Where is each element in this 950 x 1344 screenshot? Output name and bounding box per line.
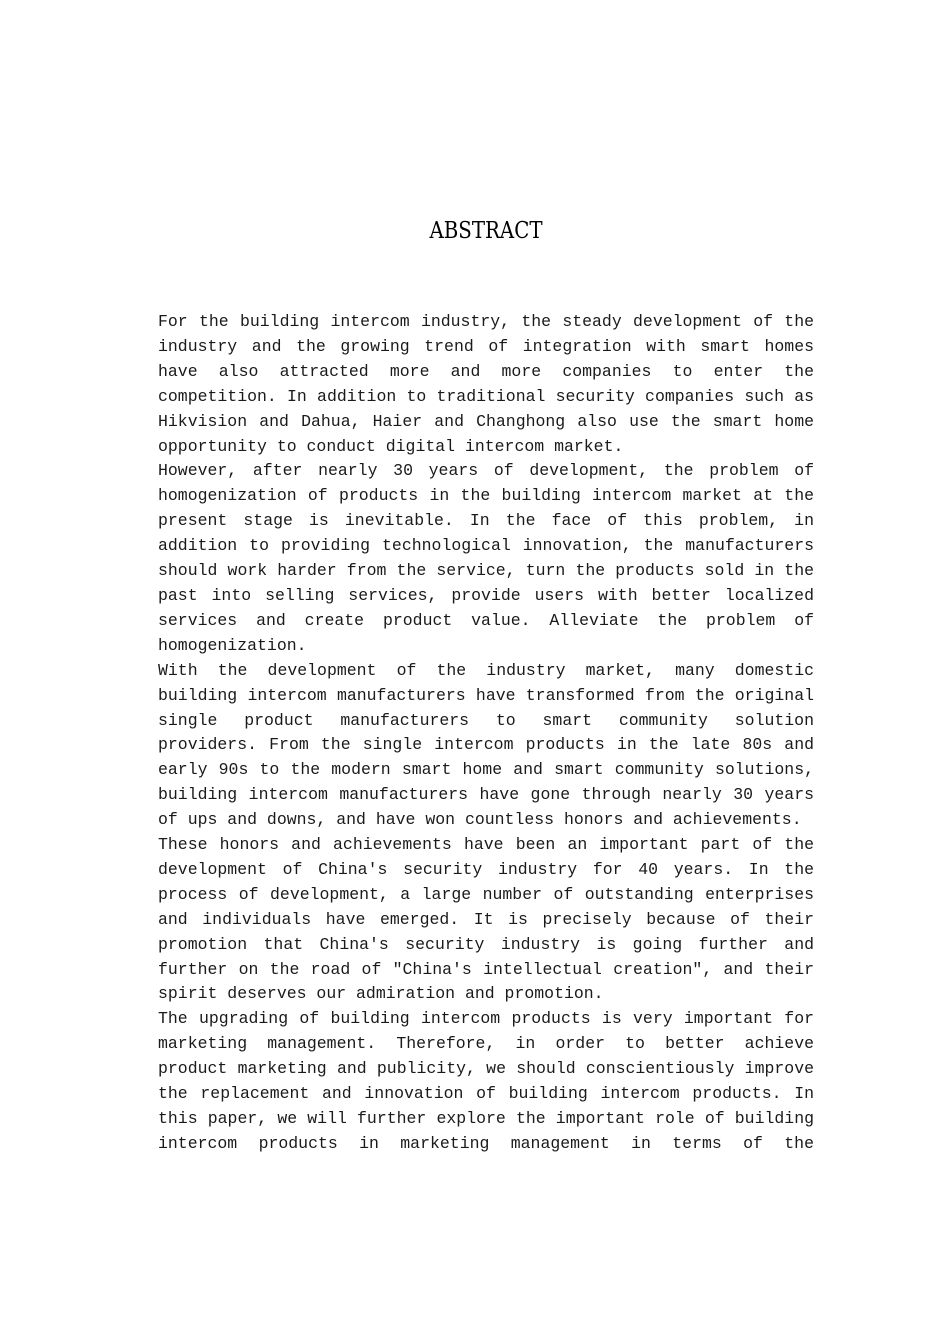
abstract-body [158, 310, 814, 1157]
paragraph-4: These honors and achievements have been an important part of the development of China's security industry for 40 years. In the process of development, a large number of outstanding enterprises and individuals have emerged. It is precisely because of their promotion that China's security industry is going further and further on the road of "China's intellectual creation", and their spirit deserves our admiration and promotion. [158, 835, 814, 1004]
paragraph-5: The upgrading of building intercom products is very important for marketing management. Therefore, in order to better achieve product marketing and publicity, we should conscientiously improve the replacement and innovation of building intercom products. In this paper, we will further explore the important role of building intercom products in marketing management in terms of the [158, 1009, 814, 1153]
paragraph-2: However, after nearly 30 years of development, the problem of homogenization of products in the building intercom market at the present stage is inevitable. In the face of this problem, in addition to providing technological innovation, the manufacturers should work harder from the service, turn the products sold in the past into selling services, provide users with better localized services and create product value. Alleviate the problem of homogenization. [158, 461, 814, 655]
paragraph-1: For the building intercom industry, the steady development of the industry and the growing trend of integration with smart homes have also attracted more and more companies to enter the competition. In addition to traditional security companies such as Hikvision and Dahua, Haier and Changhong also use the smart home opportunity to conduct digital intercom market. [158, 312, 814, 456]
abstract-title: ABSTRACT [429, 218, 543, 244]
paragraph-3: With the development of the industry market, many domestic building intercom manufacturers have transformed from the original single product manufacturers to smart community solution providers. From the single intercom products in the late 80s and early 90s to the modern smart home and smart community solutions, building intercom manufacturers have gone through nearly 30 years of ups and downs, and have won countless honors and achievements. [158, 660, 814, 830]
